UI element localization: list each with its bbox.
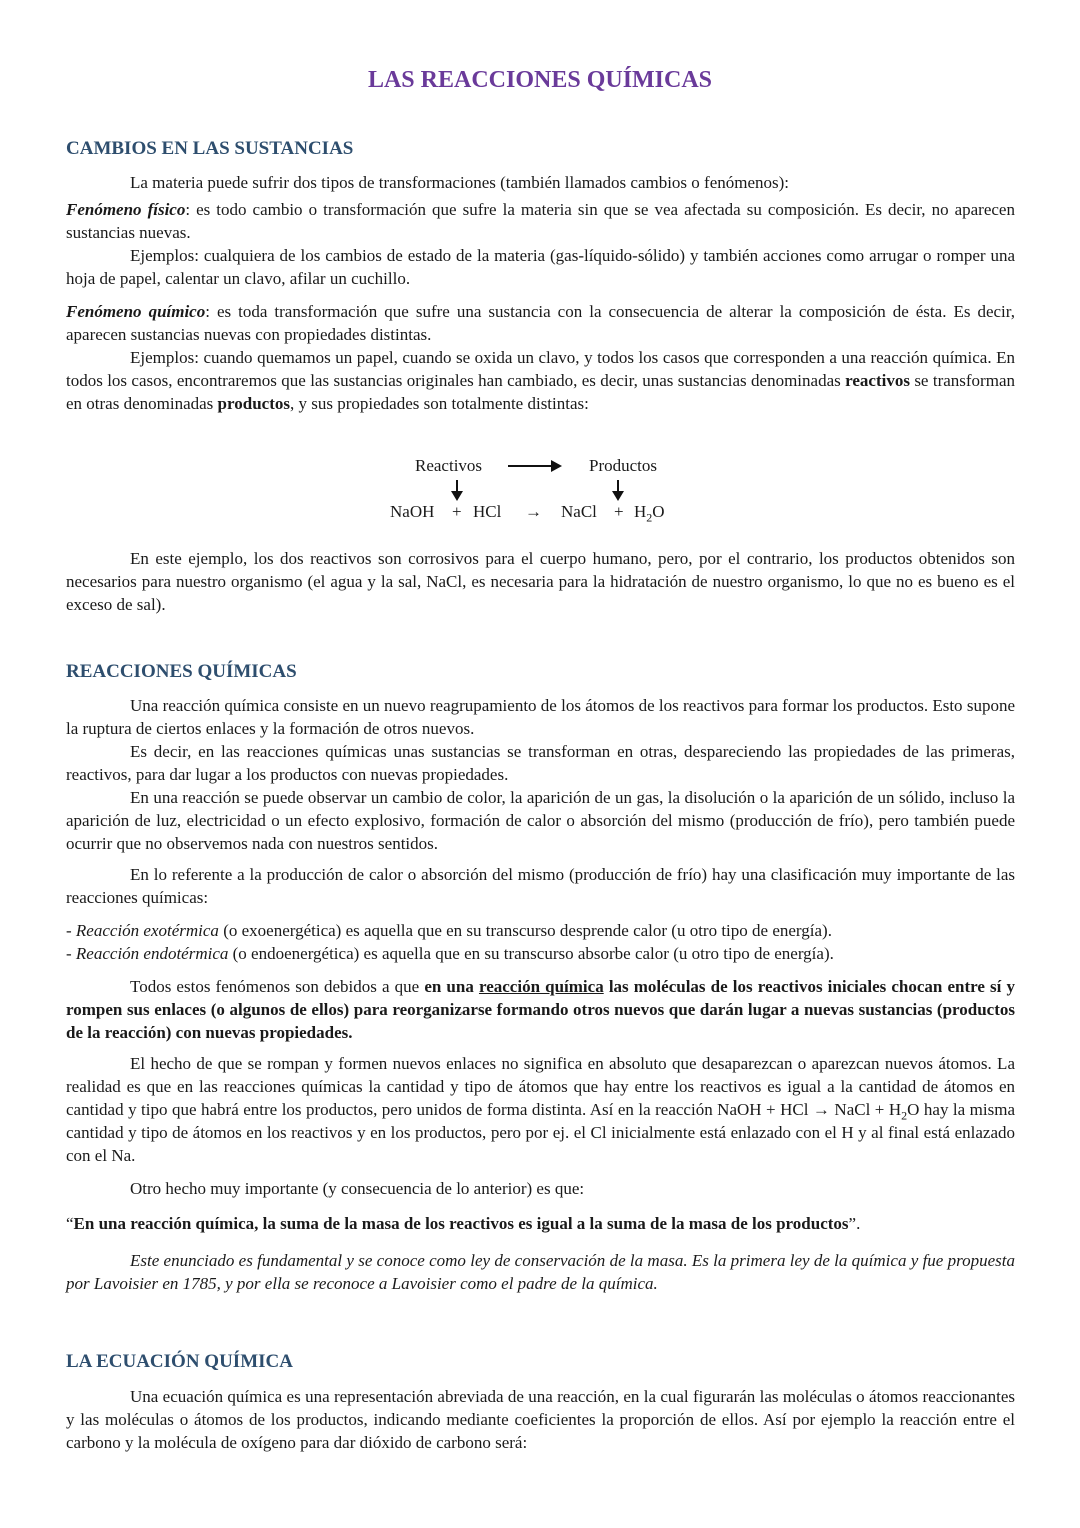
exo-dash: - <box>66 921 76 940</box>
formula-plus: + <box>614 502 624 521</box>
p5-text-a: Todos estos fenómenos son debidos a que <box>130 977 425 996</box>
reacciones-p6 <box>66 1052 1015 1167</box>
scheme-down-arrow-icon <box>456 480 458 492</box>
p6-text-b: O hay la misma cantidad y tipo de átomos en los reactivos y en los productos, pero por ej. el Cl inicialmente está enlazado con el H y al final está enlazado con el Na. <box>66 1100 1016 1165</box>
ley-text: En una reacción química, la suma de la masa de los reactivos es igual a la suma de la masa de los productos <box>73 1214 849 1233</box>
p5-bold-c: las moléculas de los reactivos iniciales chocan entre sí y rompen sus enlaces (o algunos de ellos) para reorganizarse formando otros nuevos que darán lugar a nuevas sustancias (productos de la reacción) con nuevas propiedades. <box>66 977 1015 1042</box>
fisico-term: Fenómeno físico <box>66 200 186 219</box>
section-heading-cambios: CAMBIOS EN LAS SUSTANCIAS <box>66 138 354 159</box>
keyword-productos: productos <box>217 394 290 413</box>
formula-h2o <box>634 500 665 523</box>
section-heading-reacciones: REACCIONES QUÍMICAS <box>66 661 297 682</box>
reacciones-p3: En una reacción se puede observar un cambio de color, la aparición de un gas, la disolución o la aparición de un sólido, incluso la aparición de luz, electricidad o un efecto explosivo, formación de calor o absorción del mismo (producción de frío), pero también puede ocurrir que no observemos nada con nuestros sentidos. <box>66 788 1015 853</box>
fisico-examples: Ejemplos: cualquiera de los cambios de estado de la materia (gas-líquido-sólido) y también acciones como arrugar o romper una hoja de papel, calentar un clavo, afilar un cuchillo. <box>66 246 1015 288</box>
quimico-paragraph <box>66 300 1015 346</box>
p6-text-a: El hecho de que se rompan y formen nuevos enlaces no significa en absoluto que desaparezcan o aparezcan nuevos átomos. La realidad es que en las reacciones químicas la cantidad y tipo de átomos que hay entre los reactivos es igual a la cantidad de átomos en cantidad y tipo que habrá entre los productos, pero unidos de forma distinta. Así en la reacción NaOH + HCl → NaCl + H <box>66 1054 1015 1119</box>
intro-paragraph: La materia puede sufrir dos tipos de transformaciones (también llamados cambios o fenómenos): <box>130 173 790 192</box>
quimico-examples-b: se transforman en otras denominadas <box>66 371 1015 413</box>
section3-text <box>66 1385 1015 1454</box>
quimico-examples-a: Ejemplos: cuando quemamos un papel, cuando se oxida un clavo, y todos los casos que corresponden a una reacción química. En todos los casos, encontraremos que las sustancias originales han cambiado, es decir, unas sustancias denominadas <box>66 348 1015 390</box>
reacciones-p1: Una reacción química consiste en un nuevo reagrupamiento de los átomos de los reactivos para formar los productos. Esto supone la ruptura de ciertos enlaces y la formación de otros nuevos. <box>66 696 1015 738</box>
quimico-examples-c: , y sus propiedades son totalmente distintas: <box>289 394 589 413</box>
ejemplo-paragraph: En este ejemplo, los dos reactivos son corrosivos para el cuerpo humano, pero, por el contrario, los productos obtenidos son necesarios para nuestro organismo (el agua y la sal, NaCl, es necesaria para la hidratación de nuestro organismo, lo que no es bueno es el exceso de sal). <box>66 549 1015 614</box>
p5-underline: reacción química <box>478 977 604 996</box>
ley-close-quote: ”. <box>848 1214 861 1233</box>
exo-term: Reacción exotérmica <box>75 921 219 940</box>
section1-text-top <box>66 171 1015 415</box>
reacciones-p8: Este enunciado es fundamental y se conoce como ley de conservación de la masa. Es la primera ley de la química y fue propuesta por Lavoisier en 1785, y por ella se reconoce a Lavoisier como el padre de la química. <box>66 1251 1015 1293</box>
exo-definition: (o exoenergética) es aquella que en su transcurso desprende calor (u otro tipo de energía). <box>218 921 832 940</box>
endo-dash: - <box>66 944 76 963</box>
keyword-reactivos: reactivos <box>845 371 910 390</box>
formula-arrow: → <box>525 502 542 521</box>
reaction-scheme <box>0 452 1080 532</box>
scheme-reactivos-label: Reactivos <box>415 456 483 475</box>
section1-text-bottom <box>66 547 1015 616</box>
page-title: LAS REACCIONES QUÍMICAS <box>367 67 713 93</box>
exotermica-item <box>66 919 1015 942</box>
p6-subscript: 2 <box>901 1108 908 1123</box>
endo-term: Reacción endotérmica <box>75 944 229 963</box>
formula-naoh: NaOH <box>390 502 435 521</box>
ley-open-quote: “ <box>66 1214 74 1233</box>
ecuacion-p1: Una ecuación química es una representación abreviada de una reacción, en la cual figurarán las moléculas o átomos reaccionantes y las moléculas o átomos de los productos, indicando mediante coeficientes la proporción de ellos. Así por ejemplo la reacción entre el carbono y la molécula de oxígeno para dar dióxido de carbono será: <box>66 1387 1015 1452</box>
reacciones-p2: Es decir, en las reacciones químicas unas sustancias se transforman en otras, despareciendo las propiedades de las primeras, reactivos, para dar lugar a los productos con nuevas propiedades. <box>66 742 1015 784</box>
endo-definition: (o endoenergética) es aquella que en su transcurso absorbe calor (u otro tipo de energía). <box>228 944 834 963</box>
reacciones-p5 <box>66 975 1015 1044</box>
endotermica-item <box>66 942 1015 965</box>
formula-nacl: NaCl <box>561 502 597 521</box>
scheme-down-arrow-icon <box>617 480 619 492</box>
formula-plus: + <box>452 502 462 521</box>
reacciones-p7: Otro hecho muy importante (y consecuencia de lo anterior) es que: <box>130 1179 585 1198</box>
quimico-definition: : es toda transformación que sufre una sustancia con la consecuencia de alterar la composición de ésta. Es decir, aparecen sustancias nuevas con propiedades distintas. <box>66 302 1015 344</box>
formula-h2o-h: H <box>634 502 647 521</box>
fisico-paragraph <box>66 198 1015 244</box>
p5-bold-b: en una <box>424 977 479 996</box>
quimico-examples <box>66 346 1015 415</box>
section-heading-ecuacion: LA ECUACIÓN QUÍMICA <box>66 1351 293 1372</box>
fisico-definition: : es todo cambio o transformación que sufre la materia sin que se vea afectada su composición. Es decir, no aparecen sustancias nuevas. <box>66 200 1015 242</box>
ley-conservacion <box>66 1212 1015 1235</box>
formula-h2o-o: O <box>652 502 665 521</box>
formula-h2o-subscript: 2 <box>646 510 653 525</box>
scheme-right-arrow-icon <box>508 465 552 467</box>
section2-text <box>66 694 1015 1295</box>
formula-hcl: HCl <box>473 502 502 521</box>
scheme-productos-label: Productos <box>589 456 657 475</box>
reacciones-p4: En lo referente a la producción de calor o absorción del mismo (producción de frío) hay una clasificación muy importante de las reacciones químicas: <box>66 865 1015 907</box>
quimico-term: Fenómeno químico <box>66 302 206 321</box>
